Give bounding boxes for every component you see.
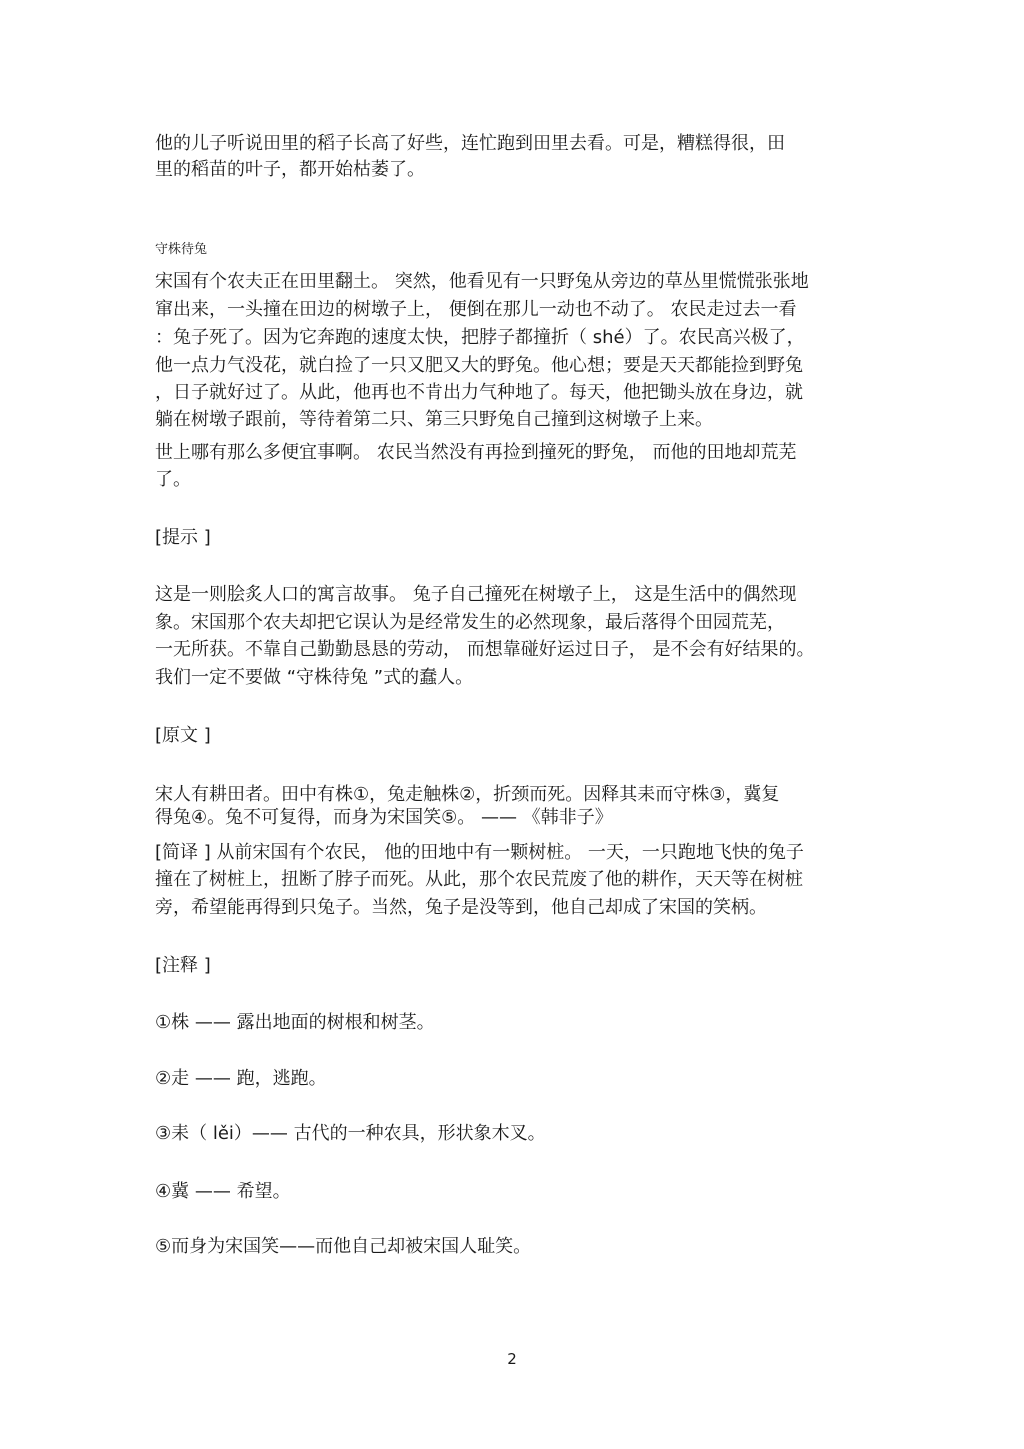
story-line: 躺在树墩子跟前，等待着第二只、第三只野兔自己撞到这树墩子上来。 [155,409,713,430]
tip-line: 我们一定不要做 “守株待兔 ”式的蠢人。 [155,667,474,688]
tip-line: 这是一则脍炙人口的寓言故事。 兔子自己撞死在树墩子上， 这是生活中的偶然现 [155,584,797,605]
original-heading: [原文 ] [155,725,211,746]
note-item: ⑤而身为宋国笑——而他自己却被宋国人耻笑。 [155,1236,532,1257]
story-line: ：兔子死了。因为它奔跑的速度太快，把脖子都撞折（ shé）了。农民高兴极了， [155,327,805,348]
notes-heading: [注释 ] [155,955,211,976]
story-line: 了。 [155,469,191,490]
original-line: 宋人有耕田者。田中有株①，兔走触株②，折颈而死。因释其耒而守株③，冀复 [155,784,780,805]
translation-line: [简译 ] 从前宋国有个农民， 他的田地中有一颗树桩。 一天，一只跑地飞快的兔子 [155,842,804,863]
tip-line: 象。宋国那个农夫却把它误认为是经常发生的必然现象，最后落得个田园荒芜， [155,612,785,633]
note-item: ①株 —— 露出地面的树根和树茎。 [155,1012,435,1033]
tip-heading: [提示 ] [155,527,211,548]
story-title: 守株待兔 [155,242,208,257]
note-item: ②走 —— 跑，逃跑。 [155,1068,327,1089]
translation-line: 旁，希望能再得到只兔子。当然，兔子是没等到，他自己却成了宋国的笑柄。 [155,897,767,918]
story-line: ，日子就好过了。从此，他再也不肯出力气种地了。每天，他把锄头放在身边，就 [155,382,803,403]
original-line: 得兔④。兔不可复得，而身为宋国笑⑤。 —— 《韩非子》 [155,807,613,828]
note-item: ④冀 —— 希望。 [155,1181,291,1202]
story-line: 宋国有个农夫正在田里翻土。 突然，他看见有一只野兔从旁边的草丛里慌慌张张地 [155,271,809,292]
translation-line: 撞在了树桩上，扭断了脖子而死。从此，那个农民荒废了他的耕作，天天等在树桩 [155,869,803,890]
tip-line: 一无所获。不靠自己勤勤恳恳的劳动， 而想靠碰好运过日子， 是不会有好结果的。 [155,639,815,660]
page-number: 2 [507,1350,517,1368]
intro-line: 他的儿子听说田里的稻子长高了好些，连忙跑到田里去看。可是，糟糕得很，田 [155,133,785,154]
story-line: 世上哪有那么多便宜事啊。 农民当然没有再捡到撞死的野兔， 而他的田地却荒芜 [155,442,797,463]
note-item: ③耒（ lěi）—— 古代的一种农具，形状象木叉。 [155,1123,546,1144]
story-line: 窜出来，一头撞在田边的树墩子上， 便倒在那儿一动也不动了。 农民走过去一看 [155,299,797,320]
story-line: 他一点力气没花，就白捡了一只又肥又大的野兔。他心想；要是天天都能捡到野兔 [155,355,803,376]
intro-line: 里的稻苗的叶子，都开始枯萎了。 [155,159,425,180]
